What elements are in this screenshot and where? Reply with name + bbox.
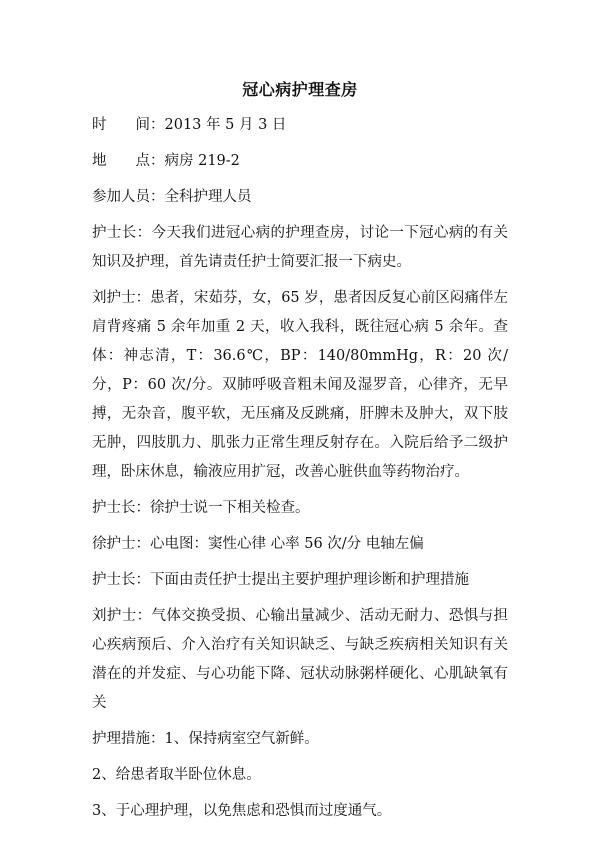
paragraph-measure-2: 2、给患者取半卧位休息。 [92, 767, 261, 783]
meta-place: 地 点：病房 219-2 [92, 153, 240, 169]
meta-participants: 参加人员：全科护理人员 [92, 189, 252, 205]
paragraph-head-nurse-diagnosis: 护士长：下面由责任护士提出主要护理护理诊断和护理措施 [92, 572, 469, 588]
document-body [92, 111, 508, 833]
paragraph-xu-ecg: 徐护士：心电图：窦性心律 心率 56 次/分 电轴左偏 [92, 536, 424, 552]
paragraph-head-nurse-exams: 护士长：徐护士说一下相关检查。 [92, 500, 310, 516]
paragraph-measure-3: 3、于心理护理，以免焦虑和恐惧而过度通气。 [92, 803, 392, 819]
paragraph-measure-1: 护理措施：1、保持病室空气新鲜。 [92, 731, 319, 747]
paragraph-head-nurse-opening: 护士长：今天我们进冠心病的护理查房，讨论一下冠心病的有关知识及护理，首先请责任护士简要汇报一下病史。 [92, 225, 508, 270]
meta-time: 时 间：2013 年 5 月 3 日 [92, 117, 287, 133]
paragraph-liu-diagnosis: 刘护士：气体交换受损、心输出量减少、活动无耐力、恐惧与担心疾病预后、介入治疗有关知识缺乏、与缺乏疾病相关知识有关潜在的并发症、与心功能下降、冠状动脉粥样硬化、心肌缺氧有关 [92, 608, 508, 711]
paragraph-liu-history: 刘护士：患者，宋茹芬，女，65 岁，患者因反复心前区闷痛伴左肩背疼痛 5 余年加重 2 天，收入我科，既往冠心病 5 余年。查体：神志清，T：36.6℃，BP：140/80mmHg，R：20 次/分，P：60 次/分。双肺呼吸音粗未闻及湿罗音，心律齐，无早搏，无杂音，腹平软，无压痛及反跳痛，肝脾未及肿大，双下肢无肿，四肢肌力、肌张力正常生理反射存在。入院后给予二级护理，卧床休息，输液应用扩冠，改善心脏供血等药物治疗。 [92, 290, 508, 480]
document-title: 冠心病护理查房 [242, 80, 358, 99]
